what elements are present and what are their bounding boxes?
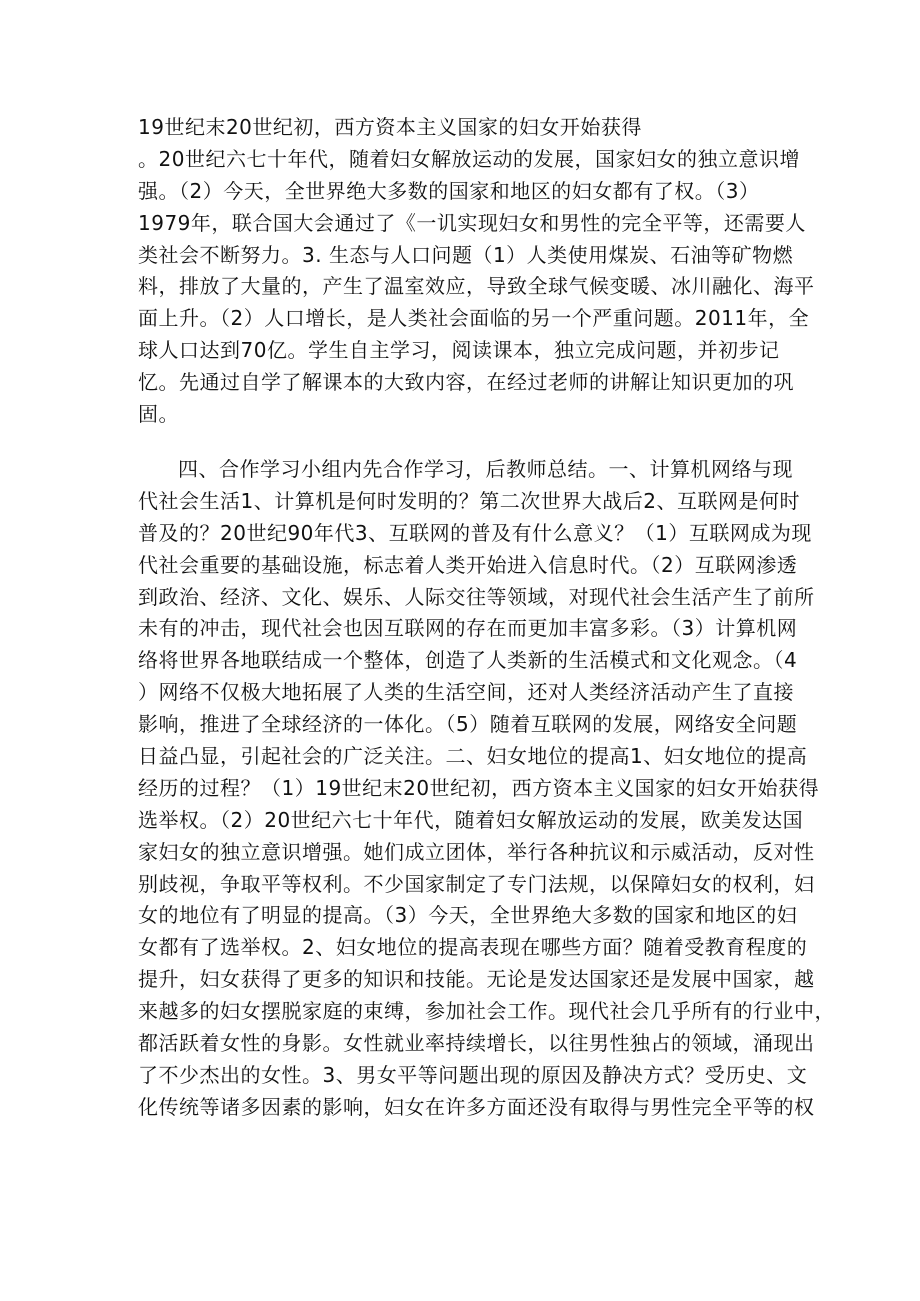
text-line: 来越多的妇女摆脱家庭的束缚，参加社会工作。现代社会几乎所有的行业中， bbox=[138, 999, 835, 1024]
text-line: 普及的？20世纪90年代3、互联网的普及有什么意义？（1）互联网成为现 bbox=[138, 520, 812, 545]
text-line: 影响，推进了全球经济的一体化。（5）随着互联网的发展，网络安全问题 bbox=[138, 712, 798, 737]
text-line: 代社会生活1、计算机是何时发明的？第二次世界大战后2、互联网是何时 bbox=[138, 488, 800, 513]
text-line: 别歧视，争取平等权利。不少国家制定了专门法规，以保障妇女的权利，妇 bbox=[138, 871, 815, 896]
text-line: 了不少杰出的女性。3、男女平等问题出现的原因及静决方式？受历史、文 bbox=[138, 1062, 808, 1087]
text-line: 强。（2）今天，全世界绝大多数的国家和地区的妇女都有了权。（3） bbox=[138, 178, 760, 203]
text-line: 未有的冲击，现代社会也因互联网的存在而更加丰富多彩。（3）计算机网 bbox=[138, 616, 798, 641]
text-line: 19世纪末20世纪初，西方资本主义国家的妇女开始获得 bbox=[138, 115, 642, 139]
text-line: 面上升。（2）人口增长，是人类社会面临的另一个严重问题。2011年，全 bbox=[138, 306, 810, 331]
text-line: 忆。先通过自学了解课本的大致内容，在经过老师的讲解让知识更加的巩 bbox=[138, 370, 794, 395]
text-line: 经历的过程？（1）19世纪末20世纪初，西方资本主义国家的妇女开始获得 bbox=[138, 775, 820, 800]
text-line: 络将世界各地联结成一个整体，创造了人类新的生活模式和文化观念。（4 bbox=[138, 648, 798, 673]
text-line: 代社会重要的基础设施，标志着人类开始进入信息时代。（2）互联网渗透 bbox=[138, 552, 798, 577]
text-line: ）网络不仅极大地拓展了人类的生活空间，还对人类经济活动产生了直接 bbox=[138, 680, 794, 705]
text-line: 家妇女的独立意识增强。她们成立团体，举行各种抗议和示威活动，反对性 bbox=[138, 839, 815, 864]
text-line: 料，排放了大量的，产生了温室效应，导致全球气候变暖、冰川融化、海平 bbox=[138, 274, 815, 299]
text-line: 。20世纪六七十年代，随着妇女解放运动的发展，国家妇女的独立意识增 bbox=[138, 146, 800, 171]
text-line: 提升，妇女获得了更多的知识和技能。无论是发达国家还是发展中国家，越 bbox=[138, 967, 815, 992]
text-line: 固。 bbox=[138, 402, 179, 427]
text-line: 四、合作学习小组内先合作学习，后教师总结。一、计算机网络与现 bbox=[178, 457, 793, 481]
text-line: 1979年，联合国大会通过了《一讥实现妇女和男性的完全平等，还需要人 bbox=[138, 210, 806, 235]
text-line: 球人口达到70亿。学生自主学习，阅读课本，独立完成问题，并初步记 bbox=[138, 338, 780, 363]
text-line: 女都有了选举权。2、妇女地位的提高表现在哪些方面？随着受教育程度的 bbox=[138, 935, 808, 960]
text-line: 到政治、经济、文化、娱乐、人际交往等领域，对现代社会生活产生了前所 bbox=[138, 584, 815, 609]
text-line: 日益凸显，引起社会的广泛关注。二、妇女地位的提高1、妇女地位的提高 bbox=[138, 744, 808, 769]
paragraph-block-1 bbox=[138, 112, 815, 431]
text-line: 女的地位有了明显的提高。（3）今天，全世界绝大多数的国家和地区的妇 bbox=[138, 903, 798, 928]
text-line: 选举权。（2）20世纪六七十年代，随着妇女解放运动的发展，欧美发达国 bbox=[138, 807, 804, 832]
text-line: 都活跃着女性的身影。女性就业率持续增长，以往男性独占的领域，涌现出 bbox=[138, 1031, 815, 1056]
text-line: 化传统等诸多因素的影响，妇女在许多方面还没有取得与男性完全平等的权 bbox=[138, 1094, 815, 1119]
paragraph-block-2 bbox=[138, 454, 835, 1124]
text-line: 类社会不断努力。3. 生态与人口问题（1）人类使用煤炭、石油等矿物燃 bbox=[138, 242, 794, 267]
